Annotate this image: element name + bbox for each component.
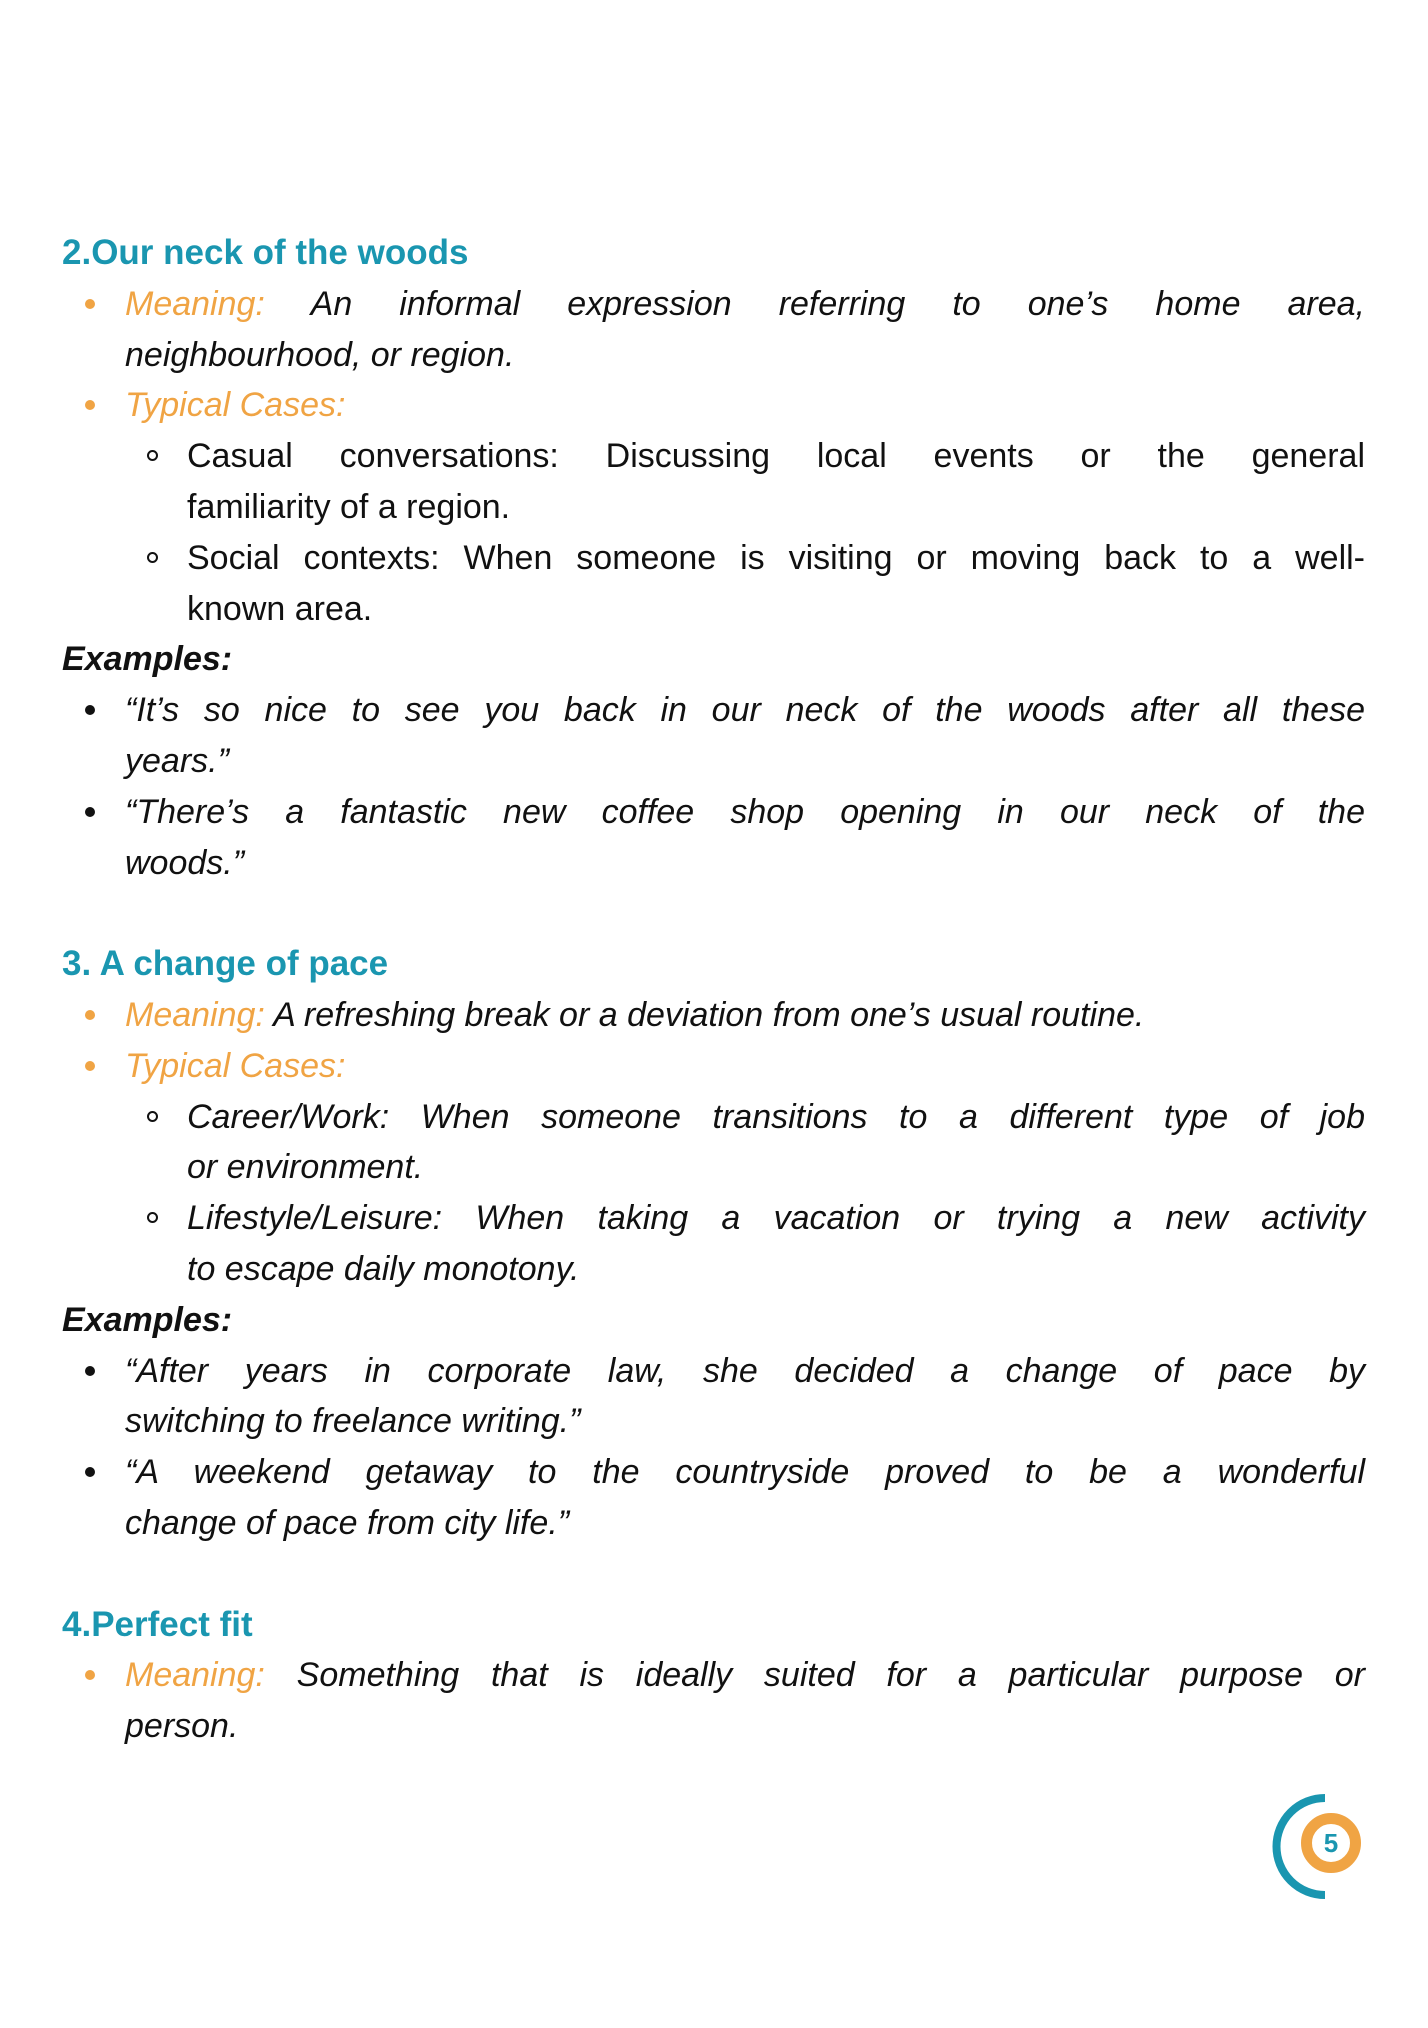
case-item — [0, 1092, 1428, 1143]
bullet-icon — [85, 1061, 95, 1071]
meaning-item — [0, 279, 1428, 330]
bullet-icon — [85, 299, 95, 309]
example-text: change of pace from city life.” — [125, 1503, 570, 1542]
example-text: years.” — [125, 741, 229, 780]
case-item — [0, 533, 1428, 584]
meaning-text: A refreshing break or a deviation from one’s usual routine. — [273, 995, 1145, 1034]
meaning-label: Meaning: — [125, 995, 265, 1034]
meaning-item — [0, 990, 1428, 1041]
case-text: to escape daily monotony. — [187, 1249, 580, 1288]
bullet-icon — [85, 705, 95, 715]
typical-cases-item — [0, 1041, 1428, 1092]
example-item — [0, 1447, 1428, 1498]
example-item — [0, 685, 1428, 736]
case-item — [0, 431, 1428, 482]
example-text: “There’s a fantastic new coffee shop opening in our neck of the — [125, 792, 1365, 831]
hollow-bullet-icon — [147, 1212, 158, 1223]
case-text: known area. — [187, 589, 373, 628]
typical-cases-label: Typical Cases: — [125, 386, 346, 425]
typical-cases-item — [0, 380, 1428, 431]
hollow-bullet-icon — [147, 552, 158, 563]
hollow-bullet-icon — [147, 1111, 158, 1122]
bullet-icon — [85, 400, 95, 410]
case-item — [0, 1193, 1428, 1244]
bullet-icon — [85, 1010, 95, 1020]
section-heading: 3. A change of pace — [62, 944, 389, 984]
bullet-icon — [85, 1467, 95, 1477]
meaning-text: neighbourhood, or region. — [125, 335, 515, 374]
meaning-label: Meaning: — [125, 284, 265, 323]
typical-cases-label: Typical Cases: — [125, 1046, 346, 1085]
case-text: or environment. — [187, 1148, 424, 1187]
page-number-badge — [1270, 1790, 1390, 1910]
case-text: Social contexts: When someone is visiting or moving back to a well- — [187, 538, 1365, 577]
meaning-text: person. — [125, 1707, 239, 1746]
meaning-text: Something that is ideally suited for a particular purpose or — [296, 1656, 1366, 1695]
example-item — [0, 787, 1428, 838]
example-text: “It’s so nice to see you back in our neck of the woods after all these — [125, 691, 1365, 730]
section-heading: 2.Our neck of the woods — [62, 233, 469, 272]
example-text: “After years in corporate law, she decided a change of pace by — [125, 1351, 1365, 1390]
example-item — [0, 1346, 1428, 1397]
meaning-text: An informal expression referring to one’s home area, — [310, 284, 1366, 323]
bullet-icon — [85, 1366, 95, 1376]
section-heading: 4.Perfect fit — [62, 1604, 253, 1644]
hollow-bullet-icon — [147, 450, 158, 461]
bullet-icon — [85, 1670, 95, 1680]
page-number: 5 — [1323, 1827, 1339, 1858]
example-text: “A weekend getaway to the countryside proved to be a wonderful — [125, 1453, 1365, 1492]
document-body — [0, 228, 1428, 1752]
case-text: Lifestyle/Leisure: When taking a vacation or trying a new activity — [187, 1199, 1365, 1238]
case-text: familiarity of a region. — [187, 487, 511, 526]
case-text: Casual conversations: Discussing local events or the general — [187, 437, 1365, 476]
examples-label: Examples: — [62, 640, 233, 679]
meaning-item — [0, 1650, 1428, 1701]
bullet-icon — [85, 807, 95, 817]
examples-label: Examples: — [62, 1300, 233, 1339]
case-text: Career/Work: When someone transitions to a different type of job — [187, 1097, 1365, 1136]
example-text: switching to freelance writing.” — [125, 1402, 581, 1441]
example-text: woods.” — [125, 843, 245, 882]
meaning-label: Meaning: — [125, 1656, 265, 1695]
